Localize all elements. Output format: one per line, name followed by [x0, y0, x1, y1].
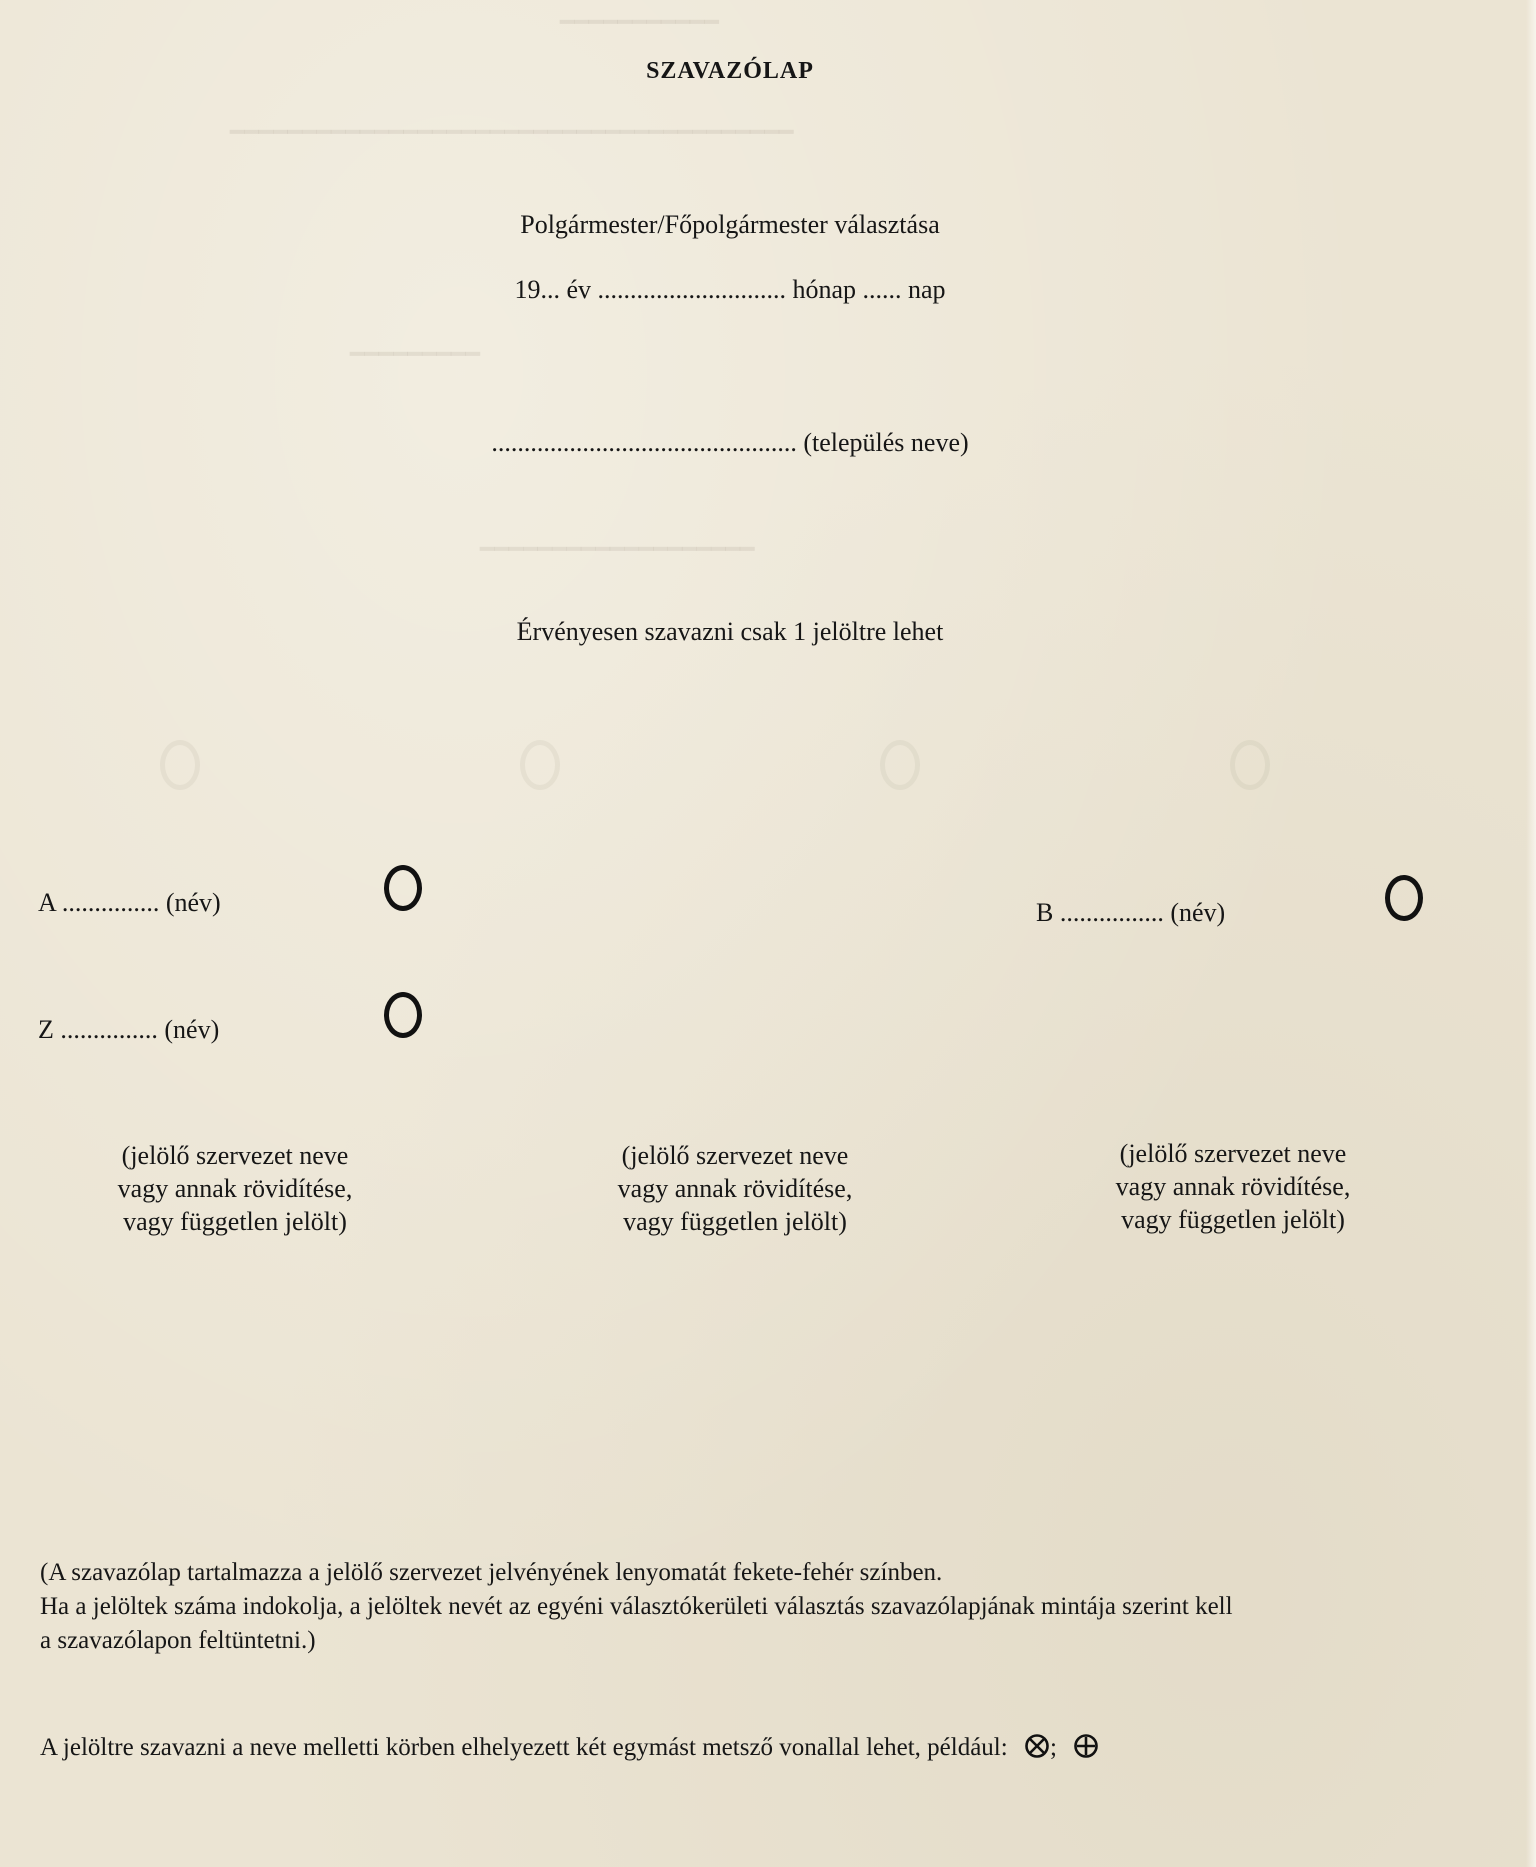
note-line: Ha a jelöltek száma indokolja, a jelöltek nevét az egyéni választókerületi választás szavazólapjának mintája szerint kell: [40, 1593, 1233, 1620]
ballot-notes: [40, 1556, 1460, 1658]
show-through-circle: [160, 740, 200, 790]
show-through-text: ━━━━━━━━━: [350, 342, 481, 368]
show-through-circle: [880, 740, 920, 790]
page-edge: [1526, 0, 1536, 1867]
show-through-text: ━━━━━━━━━━━━━━━━━━━: [480, 537, 755, 563]
show-through-text: ━━━━━━━━━━━: [560, 10, 719, 36]
voting-instruction-text: A jelöltre szavazni a neve melletti körben elhelyezett két egymást metsző vonallal lehet, például:: [40, 1734, 1008, 1762]
note-line: a szavazólapon feltüntetni.): [40, 1627, 316, 1654]
circle-x-mark-icon: [1024, 1733, 1050, 1766]
example-separator: ;: [1049, 1734, 1057, 1762]
organization-label-left: [65, 1139, 405, 1238]
org-line: vagy annak rövidítése,: [617, 1174, 853, 1203]
org-line: vagy független jelölt): [623, 1207, 847, 1236]
date-line: 19... év ............................. hónap ...... nap: [514, 275, 946, 304]
candidate-b-name: B ................ (név): [1036, 898, 1226, 927]
org-line: (jelölő szervezet neve: [121, 1141, 349, 1170]
org-line: vagy annak rövidítése,: [1115, 1172, 1351, 1201]
org-line: vagy független jelölt): [1121, 1205, 1345, 1234]
voting-instruction: [40, 1733, 1099, 1766]
settlement-name-line: ............................................... (település neve): [491, 428, 969, 457]
org-line: (jelölő szervezet neve: [621, 1141, 849, 1170]
voting-rule: Érvényesen szavazni csak 1 jelöltre lehet: [516, 617, 944, 646]
organization-label-right: [1063, 1137, 1403, 1236]
note-line: (A szavazólap tartalmazza a jelölő szervezet jelvényének lenyomatát fekete-fehér színben.: [40, 1559, 943, 1586]
candidate-b-vote-circle[interactable]: [1385, 875, 1423, 921]
org-line: vagy független jelölt): [123, 1207, 347, 1236]
candidate-a-vote-circle[interactable]: [384, 865, 422, 911]
ballot-title: SZAVAZÓLAP: [646, 58, 814, 84]
circle-cross-mark-icon: [1073, 1733, 1099, 1766]
show-through-circle: [520, 740, 560, 790]
org-line: (jelölő szervezet neve: [1119, 1139, 1347, 1168]
candidate-z-vote-circle[interactable]: [384, 992, 422, 1038]
candidate-a-name: A ............... (név): [38, 888, 221, 917]
organization-label-middle: [565, 1139, 905, 1238]
org-line: vagy annak rövidítése,: [117, 1174, 353, 1203]
candidate-z-name: Z ............... (név): [38, 1015, 220, 1044]
election-subtitle: Polgármester/Főpolgármester választása: [520, 210, 940, 239]
show-through-text: ━━━━━━━━━━━━━━━━━━━━━━━━━━━━━━━━━━━━━━━: [230, 120, 794, 146]
show-through-circle: [1230, 740, 1270, 790]
